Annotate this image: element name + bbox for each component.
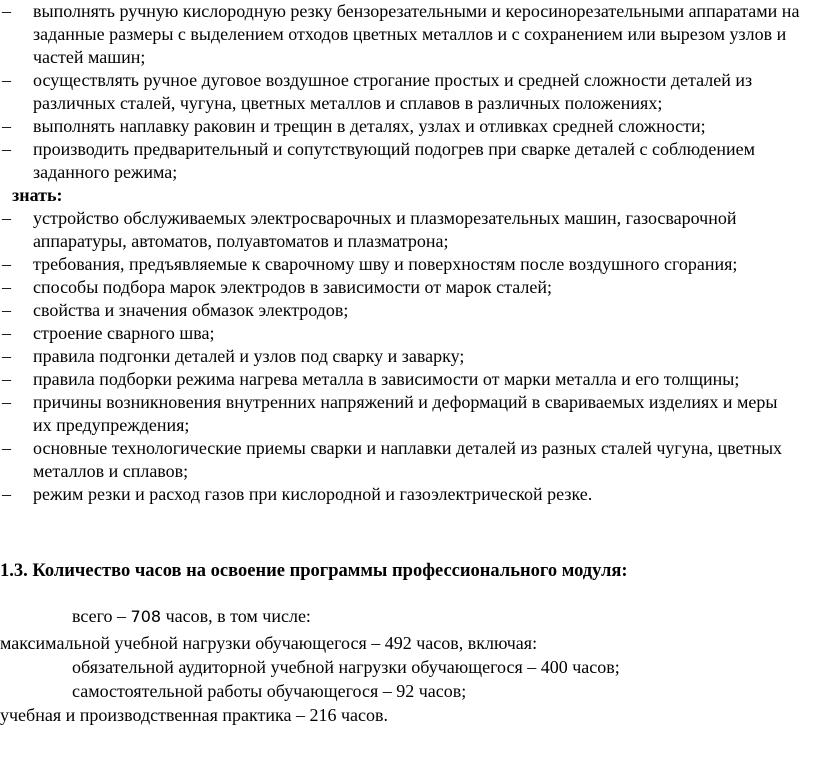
know-heading: знать: bbox=[12, 185, 63, 205]
list-item bbox=[0, 483, 800, 506]
list-item bbox=[0, 345, 800, 368]
total-hours-value: 708 bbox=[130, 607, 162, 626]
list-item bbox=[0, 207, 800, 253]
max-load-line: максимальной учебной нагрузки обучающегося – 492 часов, включая: bbox=[0, 633, 538, 653]
list-item-text: правила подборки режима нагрева металла в зависимости от марки металла и его толщины; bbox=[33, 369, 740, 389]
list-item bbox=[0, 0, 800, 69]
dash-bullet: – bbox=[2, 438, 11, 458]
list-item bbox=[0, 299, 800, 322]
dash-bullet: – bbox=[2, 484, 11, 504]
dash-bullet: – bbox=[2, 139, 11, 159]
independent-work-line: самостоятельной работы обучающегося – 92 часов; bbox=[72, 681, 467, 701]
list-item bbox=[0, 115, 800, 138]
list-item-text: устройство обслуживаемых электросварочных и плазморезательных машин, газосварочной аппаратуры, автоматов, полуавтоматов и плазматрона; bbox=[33, 208, 737, 251]
total-hours-suffix: часов, в том числе: bbox=[161, 606, 311, 626]
list-item-text: основные технологические приемы сварки и наплавки деталей из разных сталей чугуна, цветных металлов и сплавов; bbox=[33, 438, 783, 481]
knowledge-list bbox=[0, 207, 800, 506]
list-item bbox=[0, 368, 800, 391]
list-item-text: свойства и значения обмазок электродов; bbox=[33, 300, 349, 320]
dash-bullet: – bbox=[2, 300, 11, 320]
dash-bullet: – bbox=[2, 1, 11, 21]
list-item-text: выполнять наплавку раковин и трещин в деталях, узлах и отливках средней сложности; bbox=[33, 116, 706, 136]
dash-bullet: – bbox=[2, 116, 11, 136]
total-hours-prefix: всего – bbox=[72, 606, 131, 626]
section-heading: 1.3. Количество часов на освоение программы профессионального модуля: bbox=[0, 561, 628, 581]
total-hours-line bbox=[72, 605, 311, 628]
list-item-text: правила подгонки деталей и узлов под сварку и заварку; bbox=[33, 346, 465, 366]
list-item-text: способы подбора марок электродов в зависимости от марок сталей; bbox=[33, 277, 552, 297]
dash-bullet: – bbox=[2, 369, 11, 389]
dash-bullet: – bbox=[2, 277, 11, 297]
mandatory-load-line: обязательной аудиторной учебной нагрузки обучающегося – 400 часов; bbox=[72, 657, 620, 677]
list-item bbox=[0, 138, 800, 184]
dash-bullet: – bbox=[2, 323, 11, 343]
list-item-text: режим резки и расход газов при кислородной и газоэлектрической резке. bbox=[33, 484, 593, 504]
dash-bullet: – bbox=[2, 392, 11, 412]
list-item-text: строение сварного шва; bbox=[33, 323, 215, 343]
skills-list bbox=[0, 0, 800, 184]
list-item-text: причины возникновения внутренних напряжений и деформаций в свариваемых изделиях и меры их предупреждения; bbox=[33, 392, 778, 435]
list-item-text: требования, предъявляемые к сварочному шву и поверхностям после воздушного сгорания; bbox=[33, 254, 738, 274]
list-item bbox=[0, 437, 800, 483]
list-item bbox=[0, 253, 800, 276]
dash-bullet: – bbox=[2, 208, 11, 228]
list-item-text: осуществлять ручное дуговое воздушное строгание простых и средней сложности деталей из различных сталей, чугуна, цветных металлов и сплавов в различных положениях; bbox=[33, 70, 753, 113]
dash-bullet: – bbox=[2, 254, 11, 274]
list-item-text: выполнять ручную кислородную резку бензорезательными и керосинорезательными аппаратами на заданные размеры с выделением отходов цветных металлов и с сохранением или вырезом узлов и частей машин; bbox=[33, 1, 800, 67]
list-item bbox=[0, 276, 800, 299]
dash-bullet: – bbox=[2, 346, 11, 366]
practice-line: учебная и производственная практика – 216 часов. bbox=[0, 705, 389, 725]
list-item bbox=[0, 69, 800, 115]
dash-bullet: – bbox=[2, 70, 11, 90]
list-item-text: производить предварительный и сопутствующий подогрев при сварке деталей с соблюдением заданного режима; bbox=[33, 139, 756, 182]
list-item bbox=[0, 391, 800, 437]
list-item bbox=[0, 322, 800, 345]
